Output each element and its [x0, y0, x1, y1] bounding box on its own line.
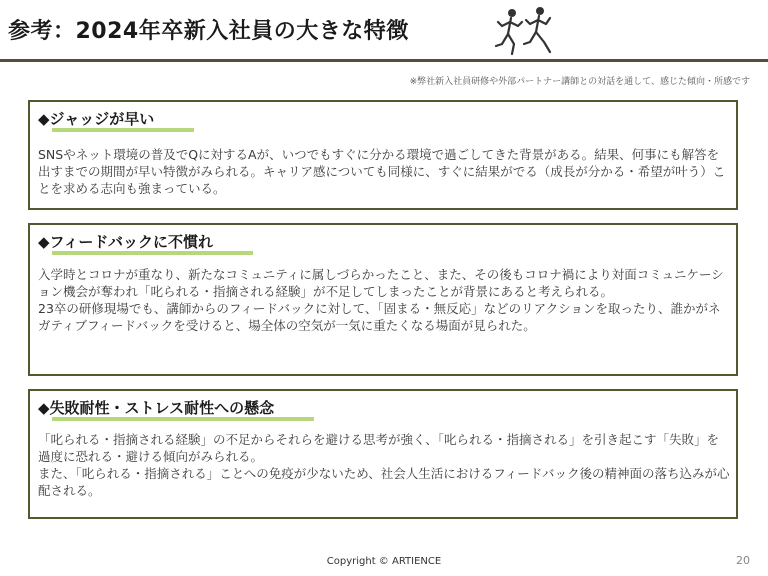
page-number: 20	[736, 554, 750, 567]
footnote: ※弊社新入社員研修や外部パートナー講師との対話を通して、感じた傾向・所感です	[409, 77, 750, 87]
copyright: Copyright © ARTIENCE	[326, 556, 442, 567]
section-heading: ◆ジャッジが早い	[38, 108, 158, 132]
running-people-icon	[494, 4, 560, 60]
section-heading: ◆フィードバックに不慣れ	[38, 231, 217, 255]
section-failure-tolerance	[28, 389, 738, 519]
section-heading: ◆失敗耐性・ストレス耐性への懸念	[38, 397, 278, 421]
section-body	[38, 146, 730, 197]
slide-title: 参考：2024年卒新入社員の大きな特徴	[8, 19, 409, 44]
section-paragraph: また、「叱られる・指摘される」ことへの免疫が少ないため、社会人生活におけるフィードバック後の精神面の落ち込みが心配される。	[38, 466, 730, 498]
section-paragraph: SNSやネット環境の普及でQに対するAが、いつでもすぐに分かる環境で過ごしてきた背景がある。結果、何事にも解答を出すまでの期間が早い特徴がみられる。キャリア感についても同様に、すぐに結果がでる（成長が分かる・希望が叶う）ことを求める志向も強まっている。	[38, 147, 726, 196]
heading-underline	[52, 128, 194, 132]
section-body	[38, 266, 730, 334]
title-divider	[0, 59, 768, 62]
section-paragraph: 「叱られる・指摘される経験」の不足からそれらを避ける思考が強く、「叱られる・指摘される」を引き起こす「失敗」を過度に恐れる・避ける傾向がみられる。	[38, 432, 720, 464]
section-feedback-unfamiliar	[28, 223, 738, 376]
heading-underline	[52, 417, 314, 421]
section-body	[38, 431, 730, 499]
section-judge-fast	[28, 100, 738, 210]
heading-underline	[52, 251, 253, 255]
section-paragraph: 入学時とコロナが重なり、新たなコミュニティに属しづらかったこと、また、その後もコロナ禍により対面コミュニケーション機会が奪われ「叱られる・指摘される経験」が不足してしまったことが背景にあると考えられる。	[38, 267, 724, 299]
section-paragraph: 23卒の研修現場でも、講師からのフィードバックに対して、「固まる・無反応」などのリアクションを取ったり、誰かがネガティブフィードバックを受けると、場全体の空気が一気に重たくなる場面が見られた。	[38, 301, 721, 333]
